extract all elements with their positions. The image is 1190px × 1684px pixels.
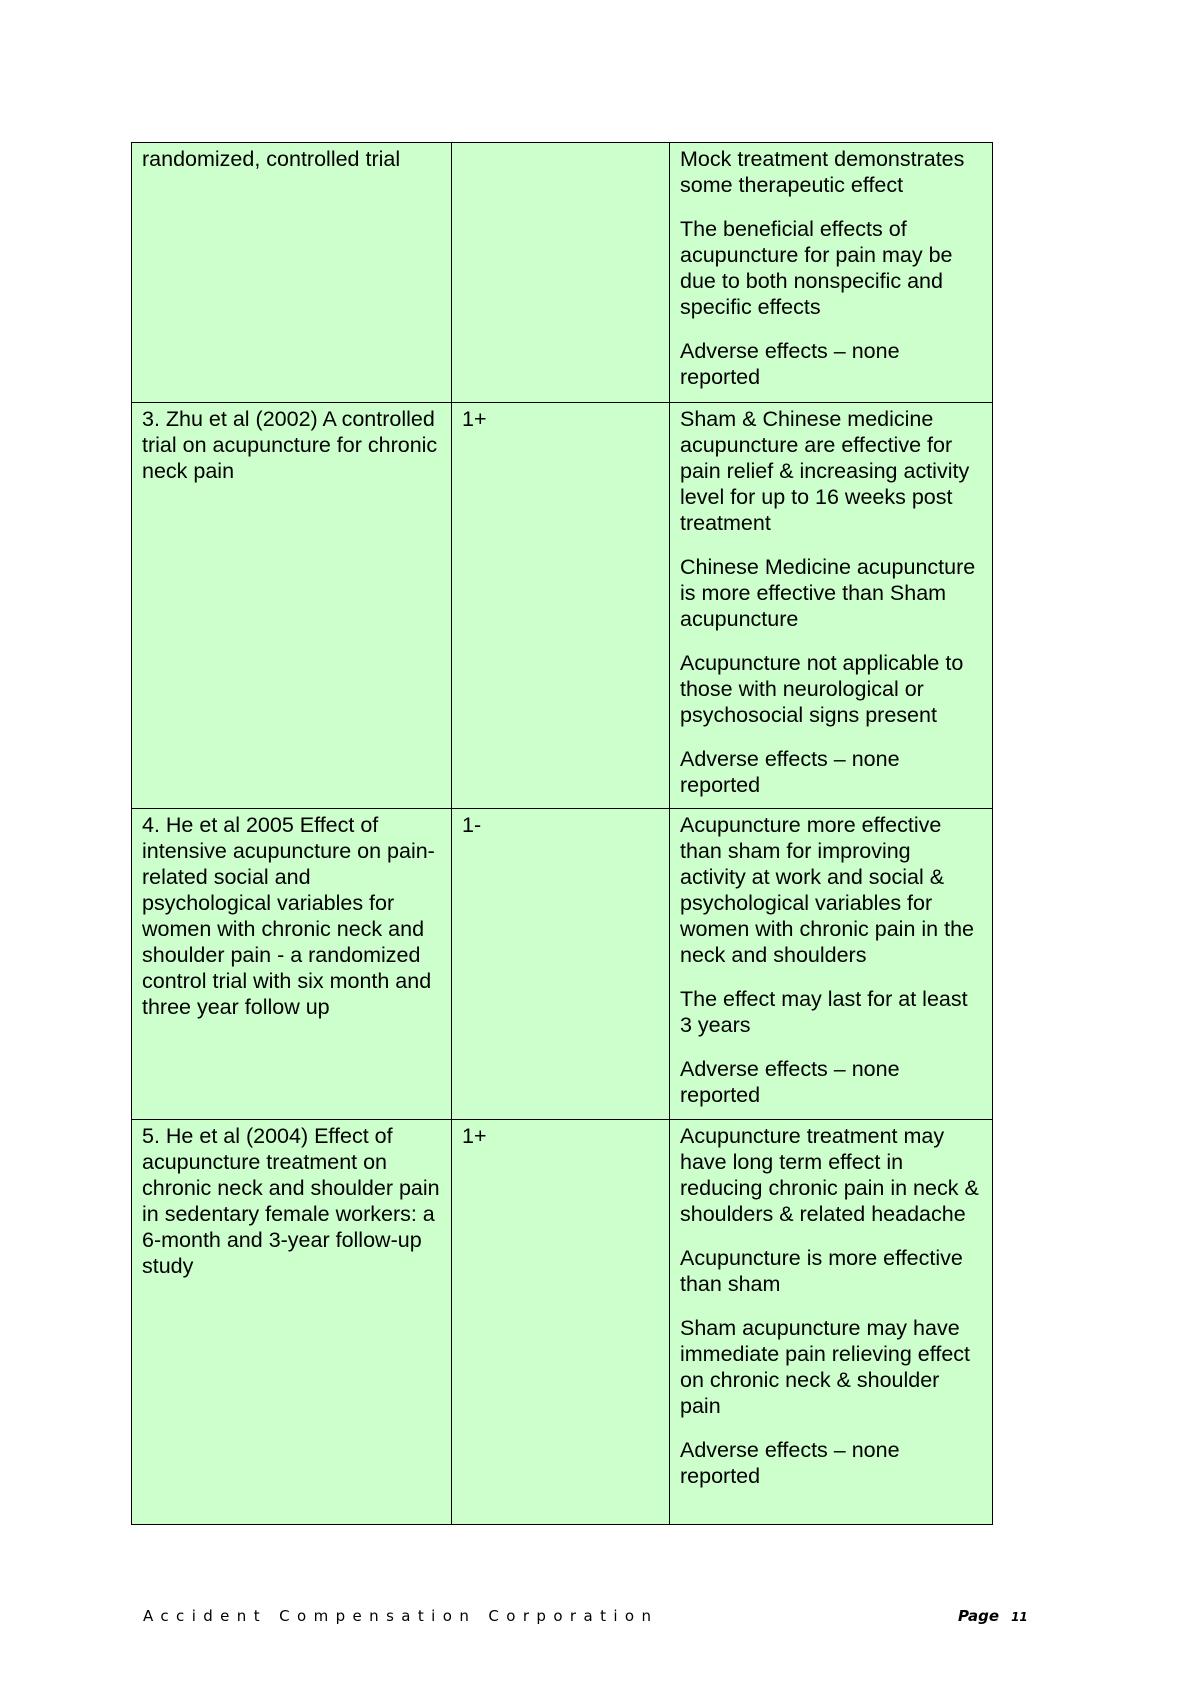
evidence-table (131, 142, 993, 1525)
study-text: randomized, controlled trial (142, 147, 401, 171)
finding-text: Acupuncture more effective than sham for improving activity at work and social & psychological variables for women with chronic pain in the neck and shoulders (680, 813, 974, 967)
finding-text: Acupuncture not applicable to those with neurological or psychosocial signs present (680, 651, 964, 727)
grade-cell (452, 403, 670, 809)
finding-text: Acupuncture is more effective than sham (680, 1246, 963, 1296)
findings-cell (670, 1120, 993, 1525)
page-number: 11 (1011, 1610, 1028, 1624)
study-cell (132, 403, 452, 809)
finding-text: Chinese Medicine acupuncture is more effective than Sham acupuncture (680, 555, 976, 631)
study-cell (132, 143, 452, 403)
finding-text: Adverse effects – none reported (680, 747, 900, 797)
finding-text: Adverse effects – none reported (680, 1057, 900, 1107)
footer-page-number (958, 1607, 1028, 1625)
findings-cell (670, 143, 993, 403)
grade-cell (452, 1120, 670, 1525)
study-text: 5. He et al (2004) Effect of acupuncture treatment on chronic neck and shoulder pain in sedentary female workers: a 6-month and 3-year follow-up study (142, 1124, 440, 1278)
page-label: Page (958, 1607, 1000, 1625)
study-text: 4. He et al 2005 Effect of intensive acupuncture on pain-related social and psychological variables for women with chronic neck and shoulder pain - a randomized control trial with six month and three year follow up (142, 813, 435, 1019)
table-row (132, 809, 993, 1120)
finding-text: Mock treatment demonstrates some therapeutic effect (680, 147, 965, 197)
table-row (132, 1120, 993, 1525)
grade-text: 1+ (462, 1124, 487, 1148)
grade-text: 1- (462, 813, 482, 837)
study-cell (132, 809, 452, 1120)
findings-cell (670, 809, 993, 1120)
study-cell (132, 1120, 452, 1525)
finding-text: The beneficial effects of acupuncture for pain may be due to both nonspecific and specific effects (680, 217, 953, 319)
findings-cell (670, 403, 993, 809)
study-text: 3. Zhu et al (2002) A controlled trial on acupuncture for chronic neck pain (142, 407, 438, 483)
finding-text: Sham acupuncture may have immediate pain relieving effect on chronic neck & shoulder pain (680, 1316, 971, 1418)
footer-organization: Accident Compensation Corporation (143, 1607, 659, 1625)
finding-text: Sham & Chinese medicine acupuncture are effective for pain relief & increasing activity level for up to 16 weeks post treatment (680, 407, 970, 535)
finding-text: Adverse effects – none reported (680, 339, 900, 389)
finding-text: The effect may last for at least 3 years (680, 987, 968, 1037)
finding-text: Adverse effects – none reported (680, 1438, 900, 1488)
finding-text: Acupuncture treatment may have long term effect in reducing chronic pain in neck & shoulders & related headache (680, 1124, 979, 1226)
table-row (132, 403, 993, 809)
grade-cell (452, 809, 670, 1120)
grade-text: 1+ (462, 407, 487, 431)
grade-cell (452, 143, 670, 403)
table-row (132, 143, 993, 403)
